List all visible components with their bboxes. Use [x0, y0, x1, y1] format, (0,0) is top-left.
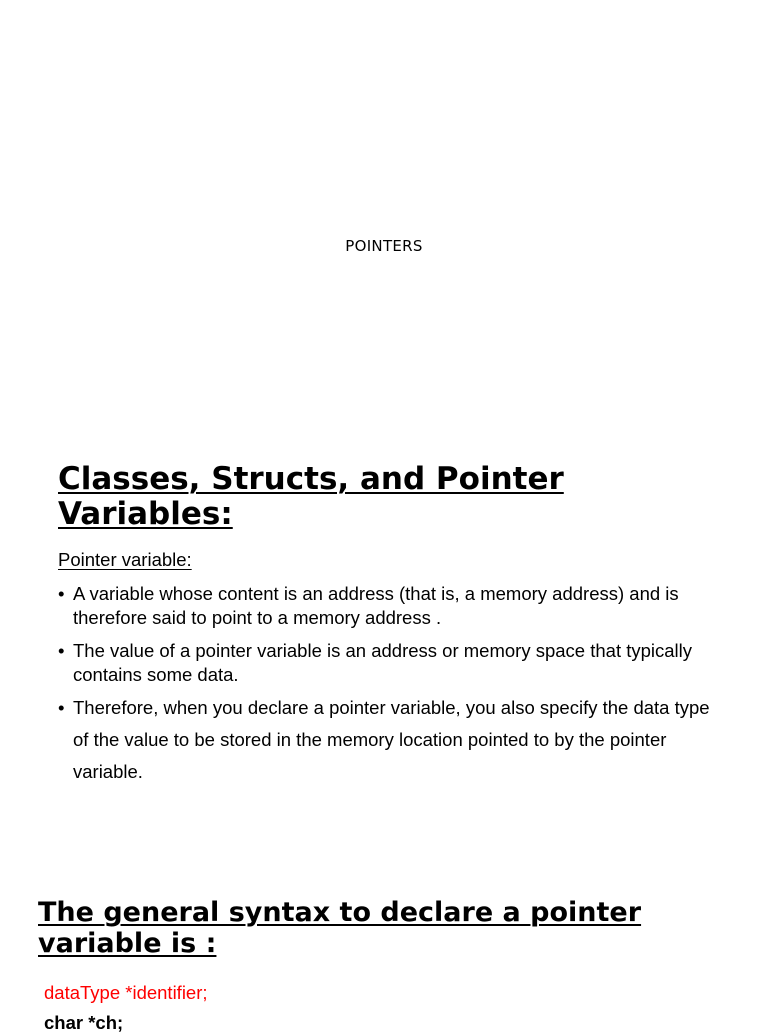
bullet-icon: • — [58, 697, 65, 718]
syntax-line: dataType *identifier; — [44, 982, 208, 1003]
syntax-heading: The general syntax to declare a pointer variable is : — [38, 897, 642, 959]
list-item-text: A variable whose content is an address (that is, a memory address) and is therefore said to point to a memory address . — [73, 583, 679, 628]
section-heading: Classes, Structs, and Pointer Variables: — [58, 461, 564, 532]
example-line: char *ch; — [44, 1012, 124, 1033]
list-item — [58, 692, 718, 788]
list-item — [58, 582, 718, 630]
bullet-icon: • — [58, 640, 65, 661]
list-item-text: Therefore, when you declare a pointer variable, you also specify the data type of the value to be stored in the memory location pointed to by the pointer variable. — [73, 697, 710, 782]
list-item-text: The value of a pointer variable is an address or memory space that typically contains some data. — [73, 640, 693, 685]
document-title: POINTERS — [345, 237, 423, 255]
definition-list — [58, 582, 718, 797]
pointer-variable-subheading: Pointer variable: — [58, 549, 192, 570]
bullet-icon: • — [58, 583, 65, 604]
list-item — [58, 639, 718, 687]
